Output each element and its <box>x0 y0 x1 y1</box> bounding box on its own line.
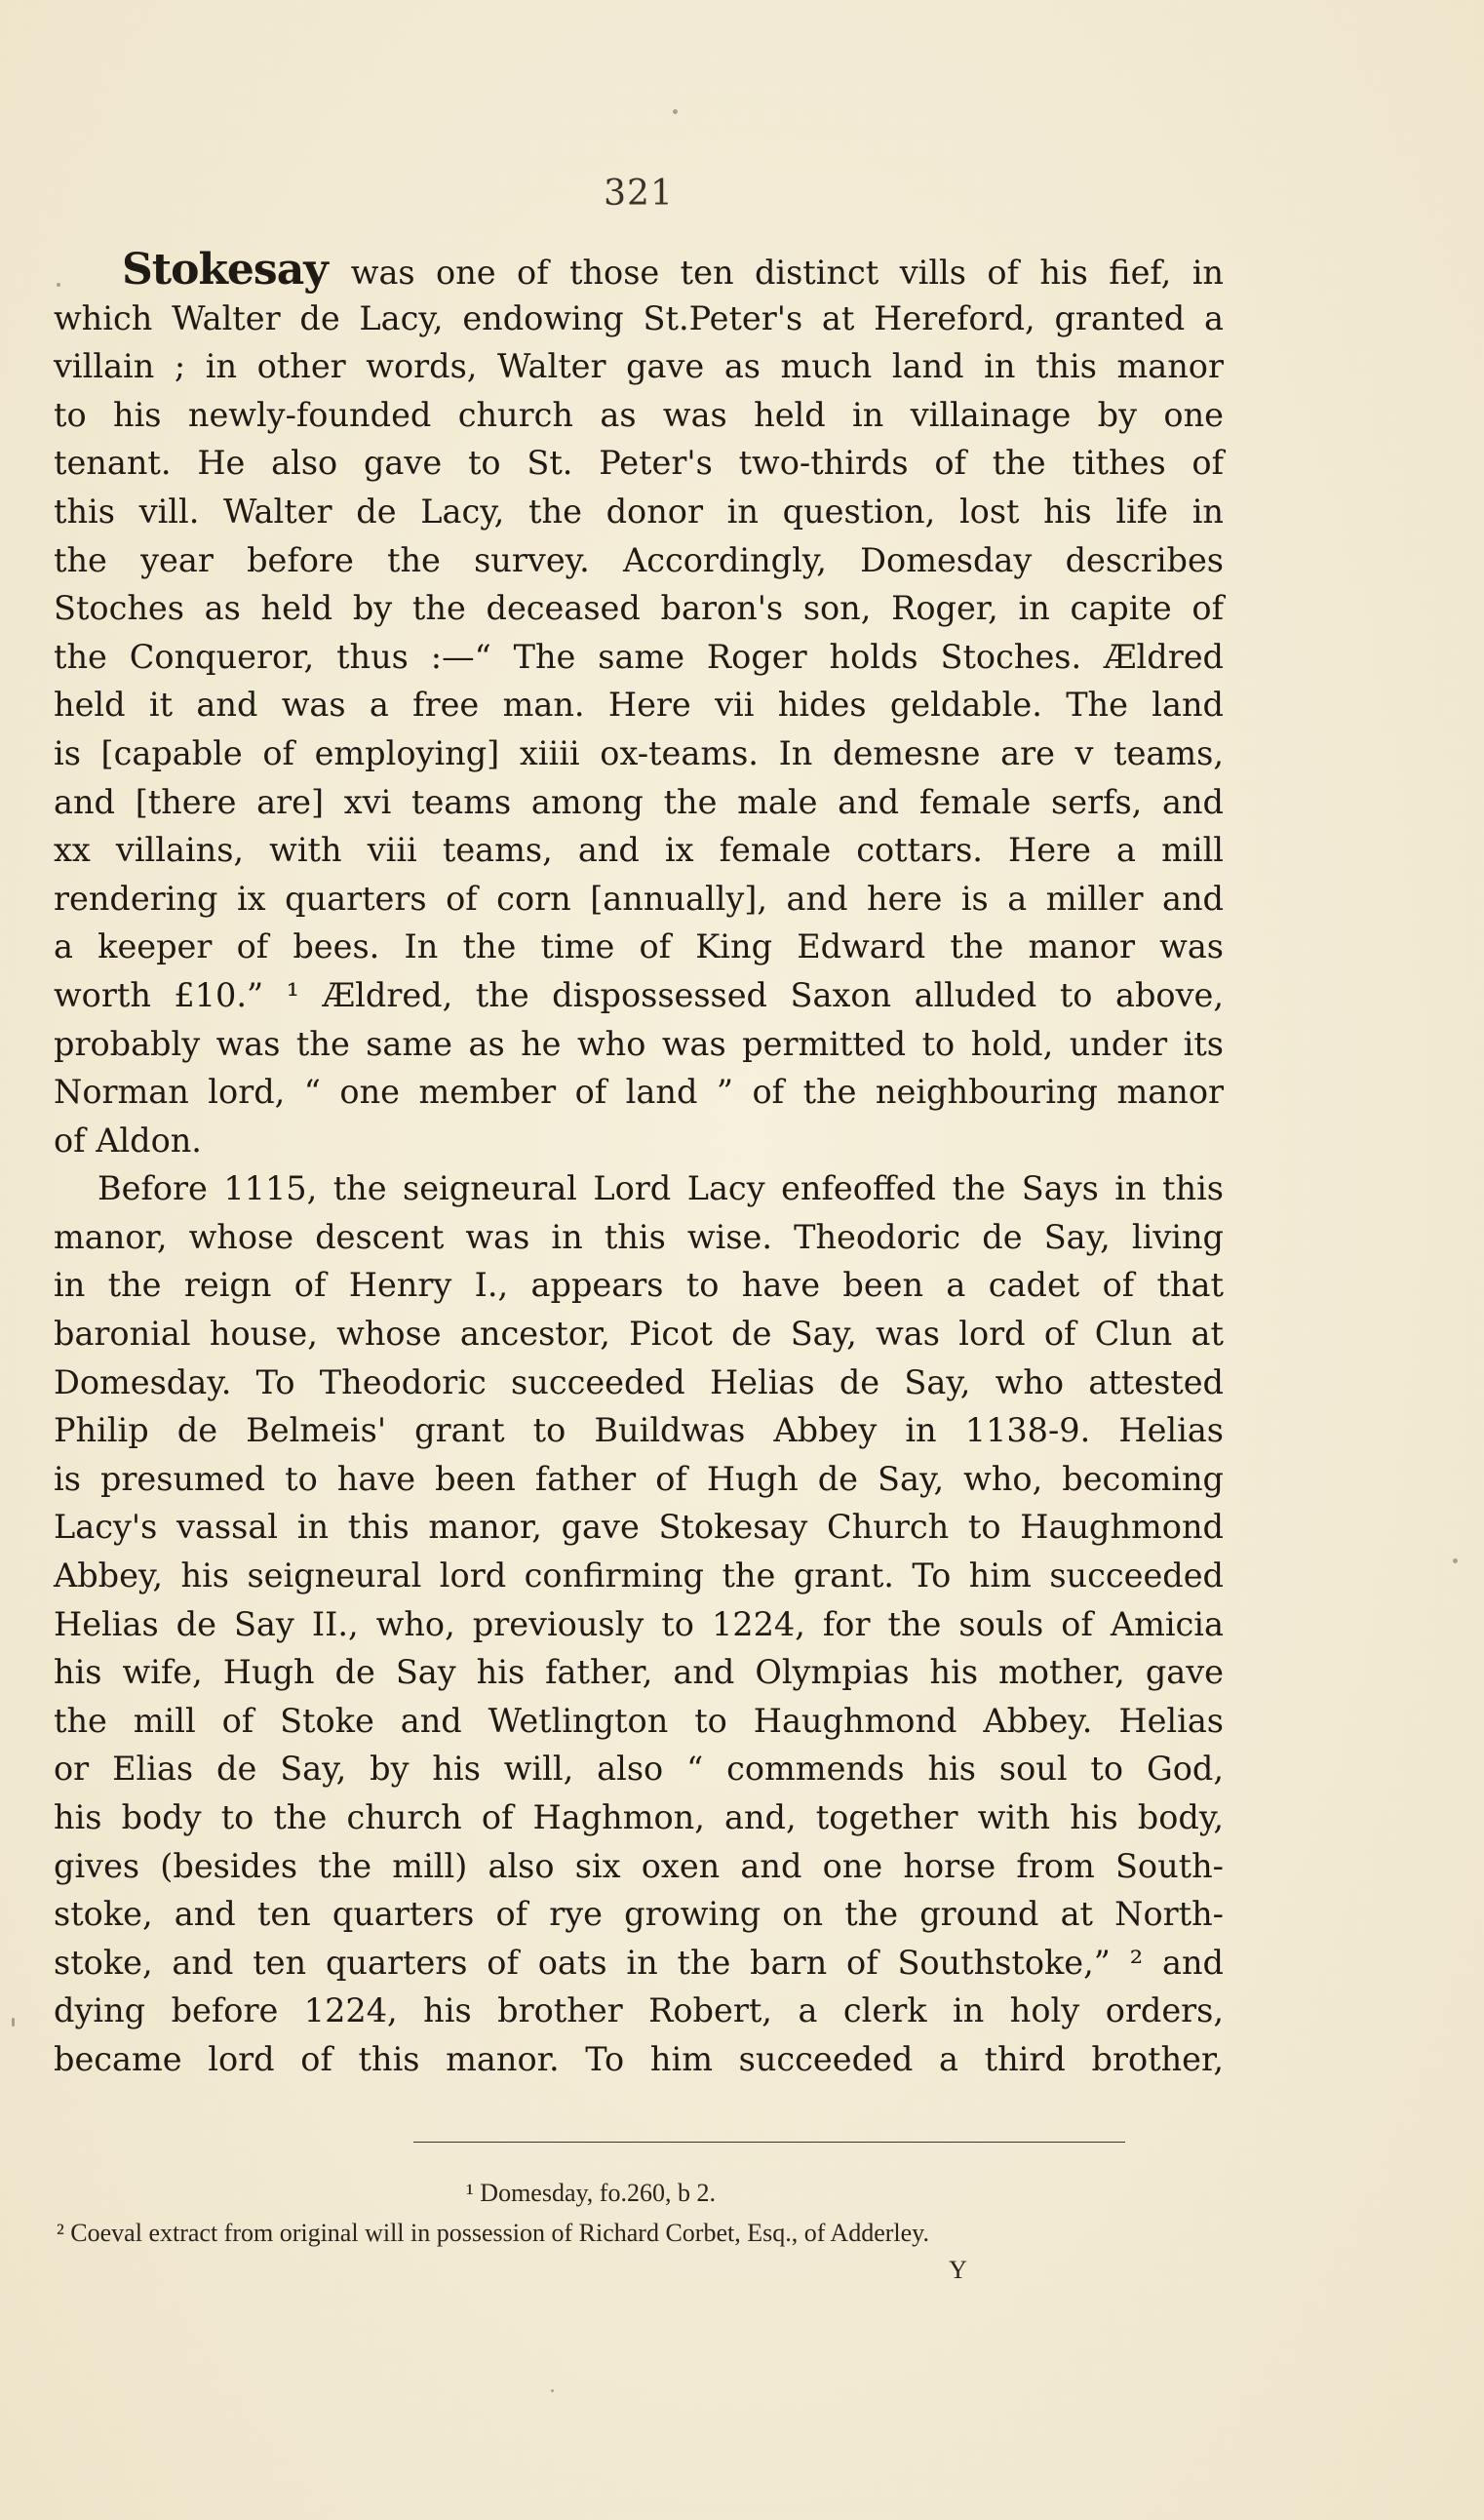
text-line: Helias de Say II., who, previously to 1224, for the souls of Amicia <box>54 1604 1224 1643</box>
page-number: 321 <box>604 174 674 214</box>
text-line: his body to the church of Haghmon, and, together with his body, <box>54 1798 1224 1836</box>
text-line: Stoches as held by the deceased baron's son, Roger, in capite of <box>54 589 1224 628</box>
text-line: Domesday. To Theodoric succeeded Helias de Say, who attested <box>54 1362 1224 1401</box>
footnote-divider <box>413 2142 1125 2143</box>
text-line: xx villains, with viii teams, and ix female cottars. Here a mill <box>54 831 1224 870</box>
footnote-1: ¹ Domesday, fo.260, b 2. <box>466 2179 716 2207</box>
text-line: tenant. He also gave to St. Peter's two-thirds of the tithes of <box>54 444 1224 483</box>
text-line: Stokesay was one of those ten distinct vills of his fief, in <box>54 246 1224 295</box>
text-line: stoke, and ten quarters of rye growing on the ground at North- <box>54 1895 1224 1934</box>
text-line: dying before 1224, his brother Robert, a clerk in holy orders, <box>54 1991 1224 2030</box>
text-line: is [capable of employing] xiiii ox-teams. In demesne are v teams, <box>54 733 1224 772</box>
paper-speck <box>1453 1558 1458 1563</box>
text-line: became lord of this manor. To him succeeded a third brother, <box>54 2039 1224 2078</box>
text-line: Lacy's vassal in this manor, gave Stokesay Church to Haughmond <box>54 1508 1224 1547</box>
text-line: manor, whose descent was in this wise. Theodoric de Say, living <box>54 1217 1224 1256</box>
paper-speck <box>12 2018 15 2027</box>
paper-speck <box>551 2389 554 2392</box>
text-line: to his newly-founded church as was held in villainage by one <box>54 395 1224 434</box>
text-line: which Walter de Lacy, endowing St.Peter's at Hereford, granted a <box>54 298 1224 337</box>
text-line: is presumed to have been father of Hugh de Say, who, becoming <box>54 1459 1224 1498</box>
text-line: worth £10.” ¹ Ældred, the dispossessed Saxon alluded to above, <box>54 975 1224 1014</box>
text-line: Abbey, his seigneural lord confirming the grant. To him succeeded <box>54 1556 1224 1595</box>
body-text <box>54 246 1224 2084</box>
text-line: Philip de Belmeis' grant to Buildwas Abbey in 1138-9. Helias <box>54 1411 1224 1450</box>
dropcap-word: Stokesay <box>122 245 328 295</box>
text-line: the mill of Stoke and Wetlington to Haughmond Abbey. Helias <box>54 1701 1224 1740</box>
text-line: gives (besides the mill) also six oxen and one horse from South- <box>54 1846 1224 1885</box>
text-line: this vill. Walter de Lacy, the donor in question, lost his life in <box>54 492 1224 531</box>
text-line: Norman lord, “ one member of land ” of the neighbouring manor <box>54 1073 1224 1112</box>
text-line: rendering ix quarters of corn [annually], and here is a miller and <box>54 879 1224 918</box>
paper-speck <box>57 283 60 287</box>
text-line: stoke, and ten quarters of oats in the barn of Southstoke,” ² and <box>54 1943 1224 1982</box>
paragraph-start-line: Before 1115, the seigneural Lord Lacy enfeoffed the Says in this <box>98 1169 1224 1208</box>
text-line: baronial house, whose ancestor, Picot de Say, was lord of Clun at <box>54 1315 1224 1354</box>
footnote-2: ² Coeval extract from original will in possession of Richard Corbet, Esq., of Adderley. <box>57 2219 929 2247</box>
text-line: a keeper of bees. In the time of King Edward the manor was <box>54 927 1224 966</box>
text-line: in the reign of Henry I., appears to have been a cadet of that <box>54 1266 1224 1305</box>
text-line: villain ; in other words, Walter gave as much land in this manor <box>54 347 1224 386</box>
text-line: the Conqueror, thus :—“ The same Roger holds Stoches. Ældred <box>54 637 1224 676</box>
paper-speck <box>673 109 678 114</box>
text-line: probably was the same as he who was permitted to hold, under its <box>54 1024 1224 1063</box>
signature-mark: Y <box>949 2256 967 2284</box>
text-line: of Aldon. <box>54 1121 202 1160</box>
text-line: his wife, Hugh de Say his father, and Olympias his mother, gave <box>54 1653 1224 1692</box>
text-line: the year before the survey. Accordingly, Domesday describes <box>54 540 1224 579</box>
text-line: and [there are] xvi teams among the male and female serfs, and <box>54 782 1224 821</box>
text-line: held it and was a free man. Here vii hides geldable. The land <box>54 686 1224 725</box>
text-line: or Elias de Say, by his will, also “ commends his soul to God, <box>54 1750 1224 1789</box>
